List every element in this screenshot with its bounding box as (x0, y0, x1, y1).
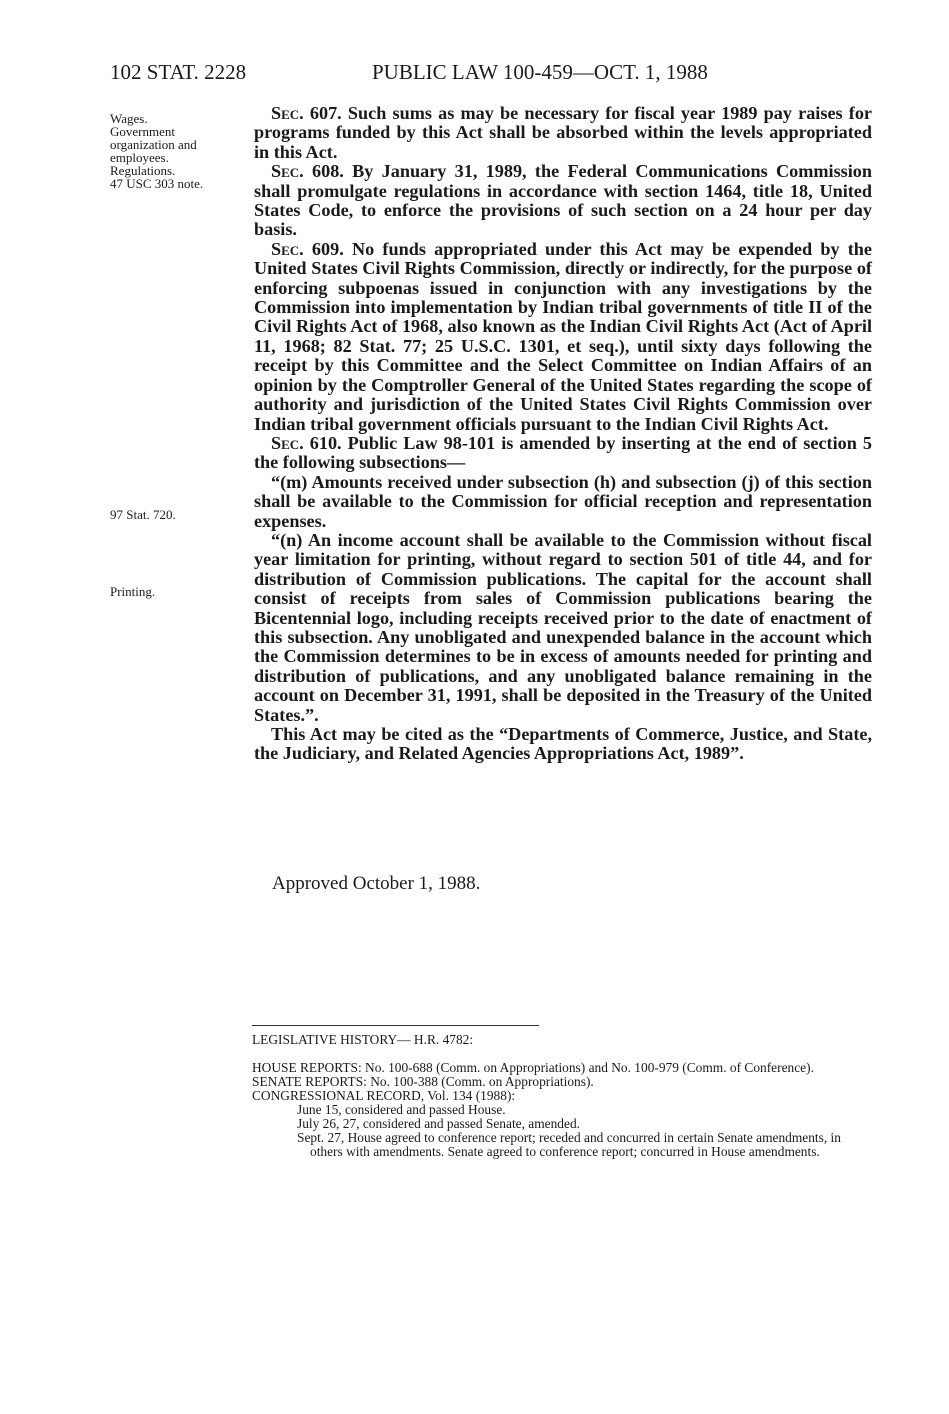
section-label: Sec. 607. (271, 103, 342, 123)
stat-page-number: 102 STAT. 2228 (110, 60, 247, 84)
section-label: Sec. 609. (271, 238, 344, 259)
law-title: PUBLIC LAW 100-459—OCT. 1, 1988 (372, 60, 708, 84)
margin-note: 47 USC 303 note. (110, 176, 204, 191)
section-label: Sec. 608. (271, 161, 344, 182)
section-610 (254, 434, 872, 473)
section-text: By January 31, 1989, the Federal Communications Commission shall promulgate regulations in accordance with section 1464, title 18, United States Code, to enforce the provisions of such section on a 24 hour per day basis. (254, 161, 872, 240)
legislative-history-title: LEGISLATIVE HISTORY— H.R. 4782: (252, 1032, 474, 1047)
legislative-history (252, 1033, 874, 1159)
section-text: Public Law 98-101 is amended by inserting at the end of section 5 the following subsections— (254, 432, 872, 473)
margin-notes-group1 (110, 112, 250, 190)
record-item: June 15, considered and passed House. (297, 1102, 506, 1117)
body-text (254, 104, 872, 764)
margin-note: organization and (110, 137, 197, 152)
record-item: Sept. 27, House agreed to conference report; receded and concurred in certain Senate amendments, in others with amendments. Senate agreed to conference report; concurred in House amendments. (297, 1130, 841, 1159)
footnote-divider (252, 1025, 539, 1026)
page-header (110, 60, 869, 86)
section-608 (254, 162, 872, 240)
section-label: Sec. 610. (271, 432, 342, 453)
short-title-citation: This Act may be cited as the “Departments of Commerce, Justice, and State, the Judiciary, and Related Agencies Appropriations Act, 1989”. (254, 724, 872, 764)
margin-note: employees. (110, 150, 169, 165)
section-609 (254, 240, 872, 434)
section-text: No funds appropriated under this Act may be expended by the United States Civil Rights Commission, directly or indirectly, for the purpose of enforcing subpoenas issued in conjunction with any investigations by the Commission into implementation by Indian tribal governments of title II of the Civil Rights Act of 1968, also known as the Indian Civil Rights Act (Act of April 11, 1968; 82 Stat. 77; 25 U.S.C. 1301, et seq.), until sixty days following the receipt by this Committee and the Select Committee on Indian Affairs of an opinion by the Comptroller General of the United States regarding the scope of authority and jurisdiction of the United States Civil Rights Commission over Indian tribal government officials pursuant to the Indian Civil Rights Act. (254, 238, 872, 434)
section-607 (254, 104, 872, 162)
senate-reports: SENATE REPORTS: No. 100-388 (Comm. on Appropriations). (252, 1074, 594, 1089)
congressional-record: CONGRESSIONAL RECORD, Vol. 134 (1988): (252, 1088, 516, 1103)
margin-note-stat-ref (110, 508, 250, 521)
section-text: Such sums as may be necessary for fiscal year 1989 pay raises for programs funded by this Act shall be absorbed within the levels appropriated in this Act. (254, 103, 872, 162)
house-reports: HOUSE REPORTS: No. 100-688 (Comm. on Appropriations) and No. 100-979 (Comm. of Conference). (252, 1060, 814, 1075)
margin-note-printing (110, 585, 250, 598)
subsection-m: “(m) Amounts received under subsection (h) and subsection (j) of this section shall be available to the Commission for official reception and representation expenses. (254, 471, 872, 531)
margin-note: 97 Stat. 720. (110, 507, 176, 522)
margin-note: Regulations. (110, 163, 176, 178)
approval-date: Approved October 1, 1988. (272, 873, 481, 894)
margin-note: Printing. (110, 584, 156, 599)
margin-note: Wages. (110, 111, 148, 126)
subsection-n: “(n) An income account shall be available to the Commission without fiscal year limitation for printing, without regard to section 501 of title 44, and for distribution of Commission publications. The capital for the account shall consist of receipts from sales of Commission publications bearing the Bicentennial logo, including receipts received prior to the date of enactment of this subsection. Any unobligated and unexpended balance in the account which the Commission determines to be in excess of amounts needed for printing and distribution of publications, and any unobligated balance remaining in the account on December 31, 1991, shall be deposited in the Treasury of the United States.”. (254, 529, 872, 725)
record-item: July 26, 27, considered and passed Senate, amended. (297, 1116, 580, 1131)
margin-note: Government (110, 124, 175, 139)
